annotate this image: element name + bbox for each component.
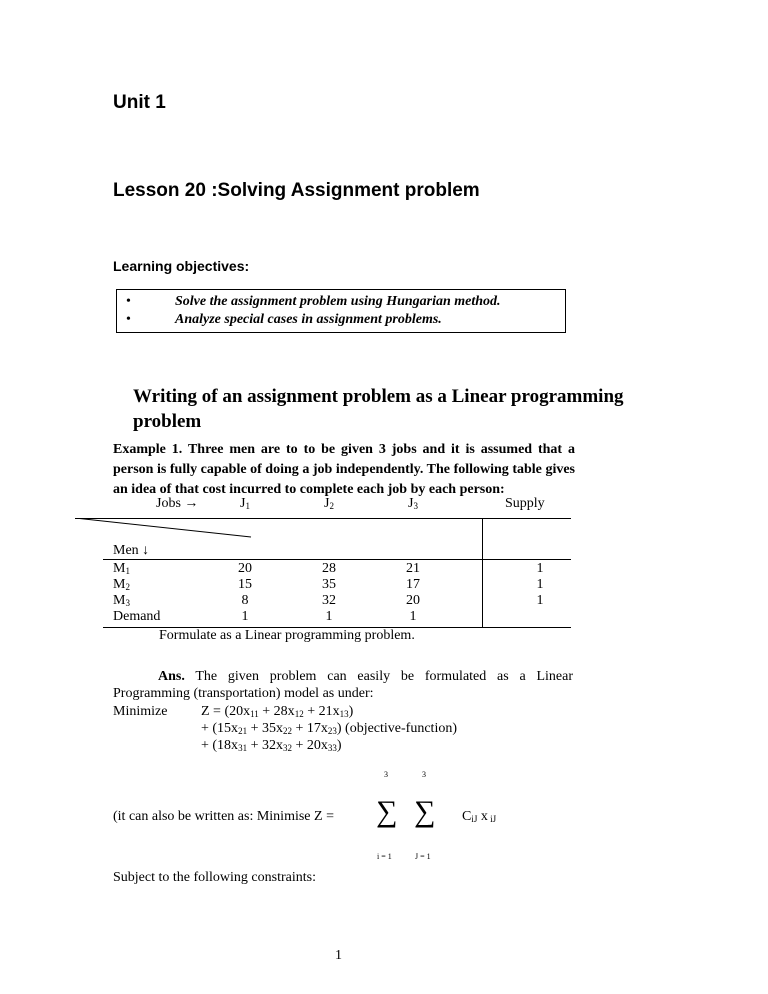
bullet-icon: • — [126, 294, 131, 309]
example-text: Example 1. Three men are to to be given 3 jobs and it is assumed that a person is fully capable of doing a job independently. The following table gives an idea of that cost incurred to complete each job by each person: — [113, 442, 575, 497]
table-cell: 28 — [322, 561, 336, 576]
answer-label: Ans. — [158, 669, 185, 684]
table-cell: 20 — [406, 593, 420, 608]
objective-line-1: $Z = (20x_{11} + 28x_{12} + 21x_{13})$ — [201, 704, 354, 719]
answer-text: The given problem can easily be formulated as a Linear Programming (transportation) model as under: — [113, 669, 573, 701]
table-cell: 32 — [322, 593, 336, 608]
table-rule — [103, 559, 571, 560]
table-cell: 1 — [409, 609, 417, 624]
sum-upper-limit: 3 — [422, 770, 426, 779]
col-header-j2: $J_2$ — [324, 496, 334, 511]
table-cell: 20 — [238, 561, 252, 576]
objective-text: Analyze special cases in assignment problems. — [175, 312, 442, 327]
formulate-text: Formulate as a Linear programming problem. — [159, 628, 415, 643]
men-header: Men ↓ — [113, 543, 150, 558]
constraints-text: Subject to the following constraints: — [113, 870, 316, 885]
bullet-icon: • — [126, 312, 131, 327]
jobs-header: Jobs → — [156, 496, 199, 511]
alt-form-text: (it can also be written as: Minimise Z = — [113, 809, 334, 824]
supply-column-divider — [482, 519, 483, 627]
table-cell: 35 — [322, 577, 336, 592]
table-cell: 8 — [241, 593, 249, 608]
learning-objectives-label: Learning objectives: — [113, 258, 250, 274]
answer-paragraph — [113, 668, 573, 702]
table-cell: 1 — [536, 577, 544, 592]
sum-lower-limit: J = 1 — [415, 852, 431, 861]
row-label-m2: $M_2$ — [113, 577, 130, 592]
row-label-m3: $M_3$ — [113, 593, 130, 608]
table-cell: 21 — [406, 561, 420, 576]
sigma-symbol: ∑ — [376, 795, 398, 828]
objective-line-2: + $(15x_{21} + 35x_{22} + 17x_{23})$ (objective-function) — [201, 721, 457, 736]
sum-term: $C_{iJ}$ x $_{iJ}$ — [462, 809, 497, 824]
objective-line-3: + $(18x_{31} + 32x_{32} + 20x_{33})$ — [201, 738, 342, 753]
objective-text: Solve the assignment problem using Hungarian method. — [175, 294, 501, 309]
supply-header: Supply — [505, 496, 545, 511]
col-header-j3: $J_3$ — [408, 496, 418, 511]
unit-title: Unit 1 — [113, 92, 166, 113]
table-cell: 1 — [536, 561, 544, 576]
table-cell: 1 — [325, 609, 333, 624]
minimize-label: Minimize — [113, 704, 168, 719]
row-label-m1: $M_1$ — [113, 561, 130, 576]
demand-label: Demand — [113, 609, 161, 624]
objectives-box — [116, 289, 566, 333]
section-heading: Writing of an assignment problem as a Linear programming problem — [133, 386, 624, 432]
sum-upper-limit: 3 — [384, 770, 388, 779]
table-diagonal-line — [75, 518, 255, 538]
sum-lower-limit: i = 1 — [377, 852, 392, 861]
table-cell: 1 — [536, 593, 544, 608]
page-number: 1 — [335, 948, 342, 963]
table-cell: 17 — [406, 577, 420, 592]
table-cell: 1 — [241, 609, 249, 624]
sigma-symbol: ∑ — [414, 795, 436, 828]
table-cell: 15 — [238, 577, 252, 592]
lesson-title: Lesson 20 :Solving Assignment problem — [113, 180, 480, 201]
col-header-j1: $J_1$ — [240, 496, 250, 511]
